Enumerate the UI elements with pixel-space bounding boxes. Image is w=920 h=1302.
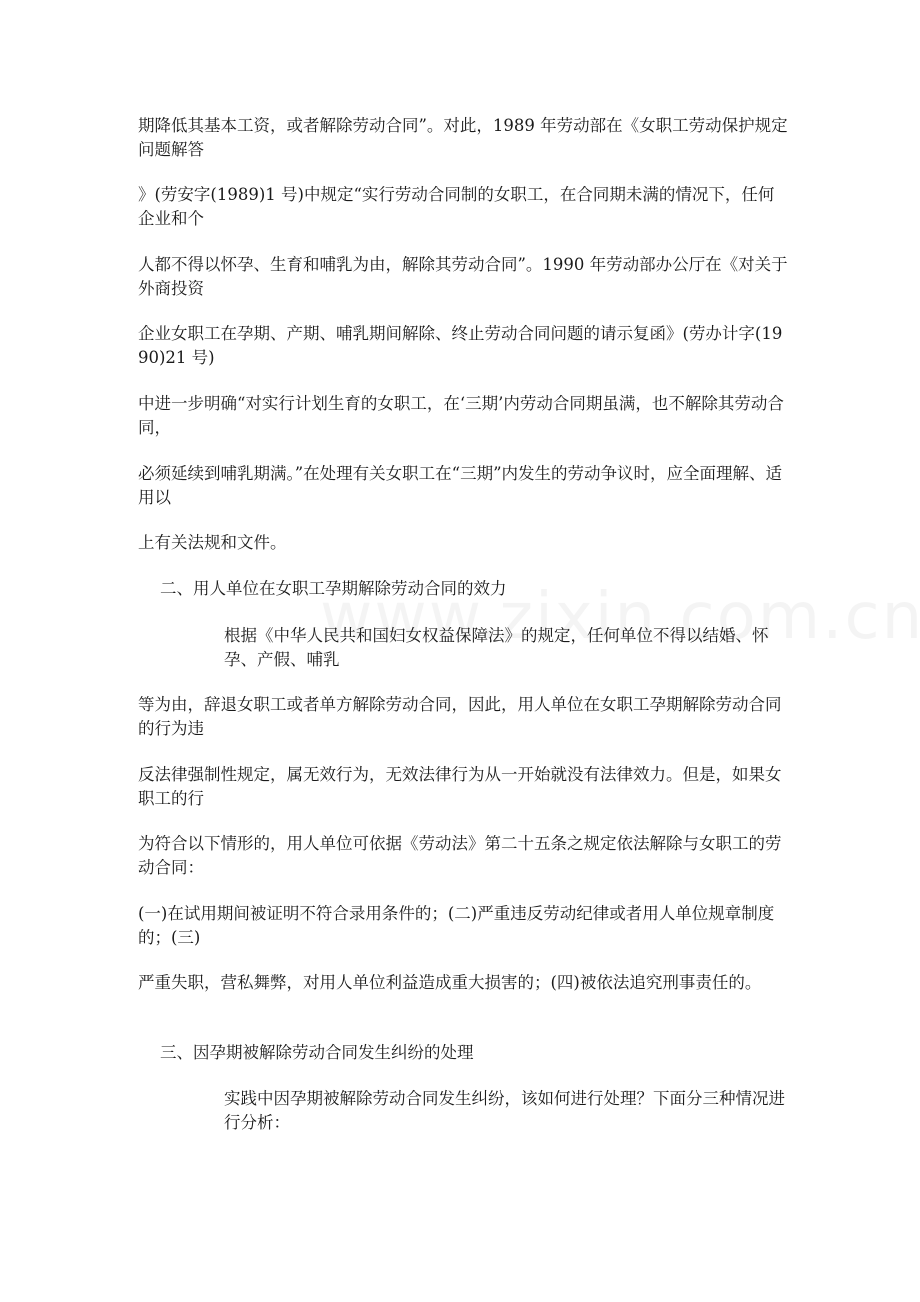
paragraph-6: 必须延续到哺乳期满。”在处理有关女职工在“三期”内发生的劳动争议时，应全面理解、适用以: [138, 464, 783, 507]
paragraph-13: 严重失职，营私舞弊，对用人单位利益造成重大损害的；(四)被依法追究刑事责任的。: [138, 973, 762, 992]
paragraph-3: 人都不得以怀孕、生育和哺乳为由，解除其劳动合同”。1990 年劳动部办公厅在《对关于外商投资: [138, 255, 788, 298]
paragraph-11: 为符合以下情形的，用人单位可依据《劳动法》第二十五条之规定依法解除与女职工的劳动合同：: [138, 834, 782, 877]
paragraph-8: 根据《中华人民共和国妇女权益保障法》的规定，任何单位不得以结婚、怀孕、产假、哺乳: [224, 626, 769, 669]
section-heading-3: 三、因孕期被解除劳动合同发生纠纷的处理: [160, 1043, 474, 1062]
paragraph-4: 企业女职工在孕期、产期、哺乳期间解除、终止劳动合同问题的请示复函》(劳办计字(1990)21 号): [138, 324, 783, 367]
section-heading-2: 二、用人单位在女职工孕期解除劳动合同的效力: [160, 579, 507, 598]
paragraph-2: 》(劳安字(1989)1 号)中规定“实行劳动合同制的女职工，在合同期未满的情况下，任何企业和个: [138, 185, 775, 228]
paragraph-10: 反法律强制性规定，属无效行为，无效法律行为从一开始就没有法律效力。但是，如果女职工的行: [138, 765, 782, 808]
paragraph-5: 中进一步明确“对实行计划生育的女职工，在‘三期’内劳动合同期虽满，也不解除其劳动合同，: [138, 394, 784, 437]
paragraph-9: 等为由，辞退女职工或者单方解除劳动合同，因此，用人单位在女职工孕期解除劳动合同的行为违: [138, 695, 782, 738]
paragraph-7: 上有关法规和文件。: [138, 533, 287, 552]
paragraph-14: 实践中因孕期被解除劳动合同发生纠纷，该如何进行处理？下面分三种情况进行分析：: [224, 1089, 785, 1132]
paragraph-1: 期降低其基本工资，或者解除劳动合同”。对此，1989 年劳动部在《女职工劳动保护规定问题解答: [138, 116, 788, 159]
paragraph-12: (一)在试用期间被证明不符合录用条件的；(二)严重违反劳动纪律或者用人单位规章制度的；(三): [138, 904, 775, 947]
